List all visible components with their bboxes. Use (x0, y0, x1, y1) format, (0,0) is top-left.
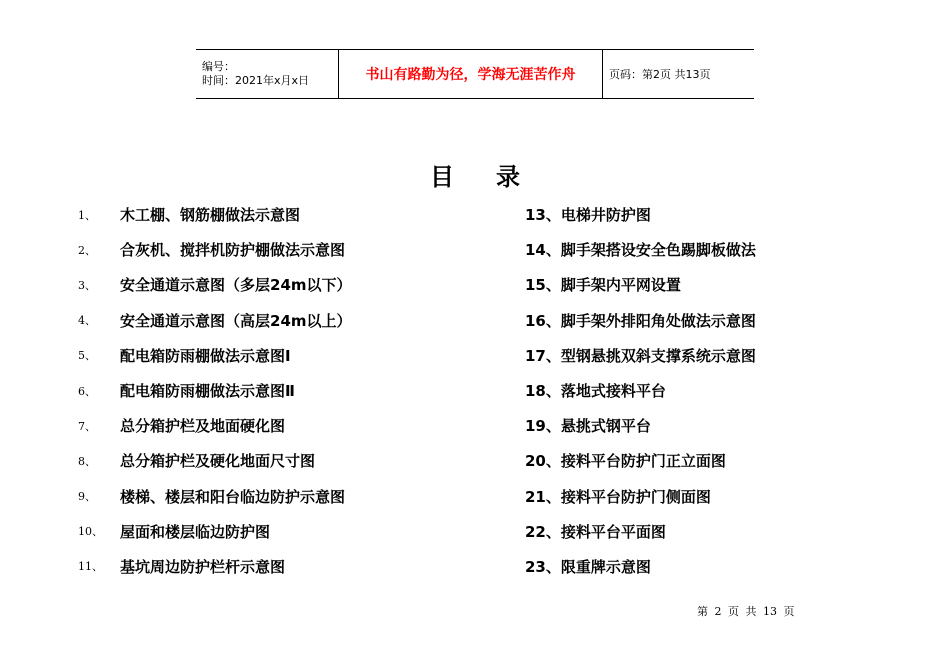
toc-item-text: 木工棚、钢筋棚做法示意图 (120, 206, 301, 225)
serial-label: 编号： (202, 60, 235, 73)
header-table (196, 49, 754, 99)
toc-item[interactable] (525, 479, 925, 514)
header-page-cell (603, 50, 754, 98)
toc-item[interactable] (78, 303, 498, 338)
toc-left-column (78, 197, 498, 584)
toc-item-text: 楼梯、楼层和阳台临边防护示意图 (120, 487, 346, 506)
toc-item[interactable] (525, 338, 925, 373)
toc-item-text: 13、电梯井防护图 (525, 206, 651, 225)
toc-item[interactable] (525, 267, 925, 302)
toc-item-number: 4、 (78, 314, 96, 328)
page-footer: 第 2 页 共 13 页 (697, 605, 795, 618)
toc-item-text: 配电箱防雨棚做法示意图Ⅰ (120, 346, 291, 365)
toc-item-text: 17、型钢悬挑双斜支撑系统示意图 (525, 346, 756, 365)
page-title: 目录 (430, 163, 562, 191)
toc-item-text: 20、接料平台防护门正立面图 (525, 452, 726, 471)
toc-item-number: 10、 (78, 525, 103, 539)
toc-right-column (525, 197, 925, 584)
toc-item-text: 配电箱防雨棚做法示意图Ⅱ (120, 382, 295, 401)
toc-item-text: 合灰机、搅拌机防护棚做法示意图 (120, 241, 346, 260)
toc-item[interactable] (78, 267, 498, 302)
toc-item-number: 6、 (78, 384, 96, 398)
time-label: 时间：2021年x月x日 (202, 74, 310, 87)
toc-item-number: 7、 (78, 419, 96, 433)
toc-item[interactable] (525, 197, 925, 232)
toc-item-text: 安全通道示意图（多层24m以下） (120, 276, 352, 295)
toc-item-text: 18、落地式接料平台 (525, 382, 666, 401)
header-left-cell (196, 50, 339, 98)
motto-text: 书山有路勤为径，学海无涯苦作舟 (365, 67, 576, 83)
toc-item[interactable] (78, 443, 498, 478)
toc-item-text: 23、限重牌示意图 (525, 557, 651, 576)
toc-item-text: 22、接料平台平面图 (525, 522, 666, 541)
toc-item[interactable] (525, 514, 925, 549)
toc-item-text: 总分箱护栏及硬化地面尺寸图 (120, 452, 316, 471)
toc-item[interactable] (78, 514, 498, 549)
toc-item-number: 9、 (78, 490, 96, 504)
toc-item-number: 3、 (78, 278, 96, 292)
toc-item-number: 1、 (78, 208, 96, 222)
toc-item[interactable] (525, 303, 925, 338)
page-label: 页码：第2页 共13页 (609, 68, 711, 81)
toc-item[interactable] (78, 197, 498, 232)
toc-item-text: 总分箱护栏及地面硬化图 (120, 417, 286, 436)
toc-item[interactable] (525, 373, 925, 408)
toc-item-text: 16、脚手架外排阳角处做法示意图 (525, 311, 756, 330)
toc-item-number: 11、 (78, 560, 103, 574)
toc-item[interactable] (78, 338, 498, 373)
toc-item[interactable] (78, 549, 498, 584)
toc-item-text: 基坑周边防护栏杆示意图 (120, 557, 286, 576)
toc-item[interactable] (78, 232, 498, 267)
toc-item[interactable] (525, 549, 925, 584)
toc-item-number: 2、 (78, 243, 96, 257)
toc-item-text: 屋面和楼层临边防护图 (120, 522, 271, 541)
toc-item-text: 19、悬挑式钢平台 (525, 417, 651, 436)
toc-item[interactable] (78, 373, 498, 408)
toc-item[interactable] (78, 408, 498, 443)
toc-item-number: 8、 (78, 454, 96, 468)
toc-item[interactable] (525, 443, 925, 478)
toc-item[interactable] (78, 479, 498, 514)
toc-item[interactable] (525, 408, 925, 443)
header-motto-cell (339, 50, 603, 98)
toc-item[interactable] (525, 232, 925, 267)
toc-item-number: 5、 (78, 349, 96, 363)
toc-item-text: 15、脚手架内平网设置 (525, 276, 681, 295)
toc-item-text: 安全通道示意图（高层24m以上） (120, 311, 352, 330)
toc-item-text: 14、脚手架搭设安全色踢脚板做法 (525, 241, 756, 260)
toc-item-text: 21、接料平台防护门侧面图 (525, 487, 711, 506)
